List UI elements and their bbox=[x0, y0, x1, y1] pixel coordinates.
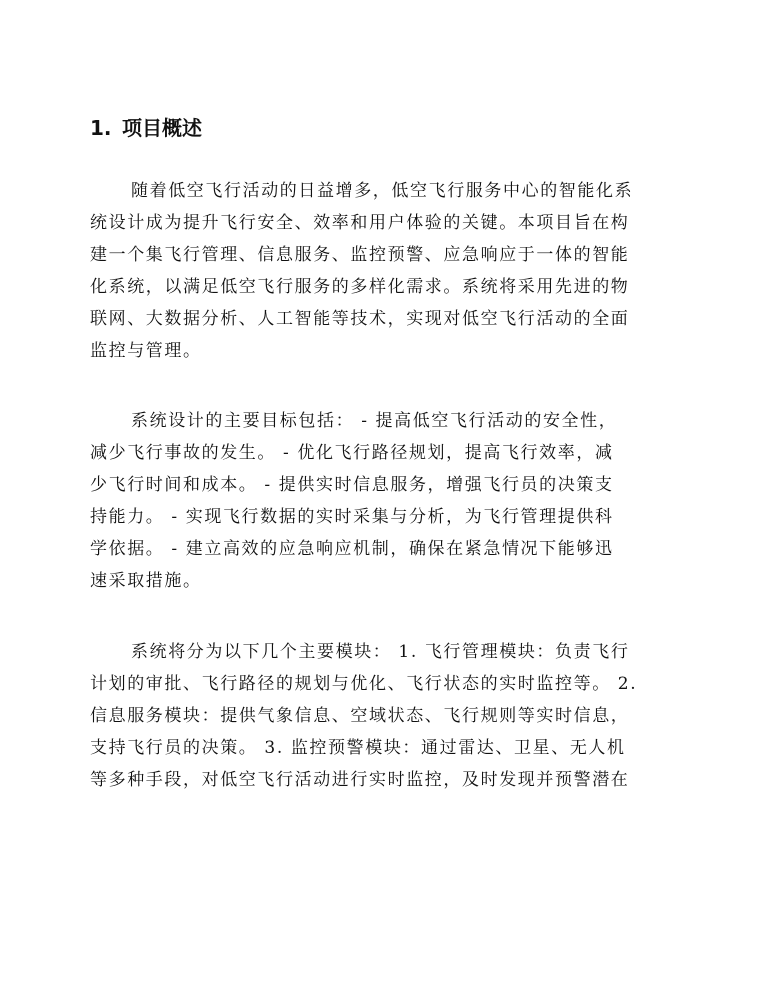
paragraph-line: 等多种手段，对低空飞行活动进行实时监控，及时发现并预警潜在 bbox=[90, 770, 630, 790]
paragraph-overview bbox=[90, 175, 678, 367]
paragraph-line: 速采取措施。 bbox=[90, 571, 202, 591]
paragraph-goals bbox=[90, 405, 678, 597]
paragraph-line: 学依据。 - 建立高效的应急响应机制，确保在紧急情况下能够迅 bbox=[90, 539, 614, 559]
paragraph-line: 化系统，以满足低空飞行服务的多样化需求。系统将采用先进的物 bbox=[90, 277, 630, 297]
section-title: 项目概述 bbox=[122, 116, 202, 140]
section-number: 1. bbox=[90, 116, 112, 140]
paragraph-line: 支持飞行员的决策。 3. 监控预警模块：通过雷达、卫星、无人机 bbox=[90, 738, 626, 758]
paragraph-line: 计划的审批、飞行路径的规划与优化、飞行状态的实时监控等。 2. bbox=[90, 674, 638, 694]
paragraph-line: 监控与管理。 bbox=[90, 341, 202, 361]
paragraph-line: 统设计成为提升飞行安全、效率和用户体验的关键。本项目旨在构 bbox=[90, 213, 630, 233]
paragraph-line: 系统设计的主要目标包括： - 提高低空飞行活动的安全性， bbox=[131, 411, 618, 431]
paragraph-line: 减少飞行事故的发生。 - 优化飞行路径规划，提高飞行效率，减 bbox=[90, 443, 614, 463]
paragraph-line: 联网、大数据分析、人工智能等技术，实现对低空飞行活动的全面 bbox=[90, 309, 630, 329]
paragraph-line: 少飞行时间和成本。 - 提供实时信息服务，增强飞行员的决策支 bbox=[90, 475, 614, 495]
paragraph-line: 系统将分为以下几个主要模块： 1. 飞行管理模块：负责飞行 bbox=[131, 642, 630, 662]
section-heading bbox=[90, 113, 202, 143]
paragraph-line: 随着低空飞行活动的日益增多，低空飞行服务中心的智能化系 bbox=[131, 181, 634, 201]
paragraph-line: 持能力。 - 实现飞行数据的实时采集与分析，为飞行管理提供科 bbox=[90, 507, 614, 527]
paragraph-modules bbox=[90, 636, 678, 796]
paragraph-line: 建一个集飞行管理、信息服务、监控预警、应急响应于一体的智能 bbox=[90, 245, 630, 265]
paragraph-line: 信息服务模块：提供气象信息、空域状态、飞行规则等实时信息， bbox=[90, 706, 630, 726]
